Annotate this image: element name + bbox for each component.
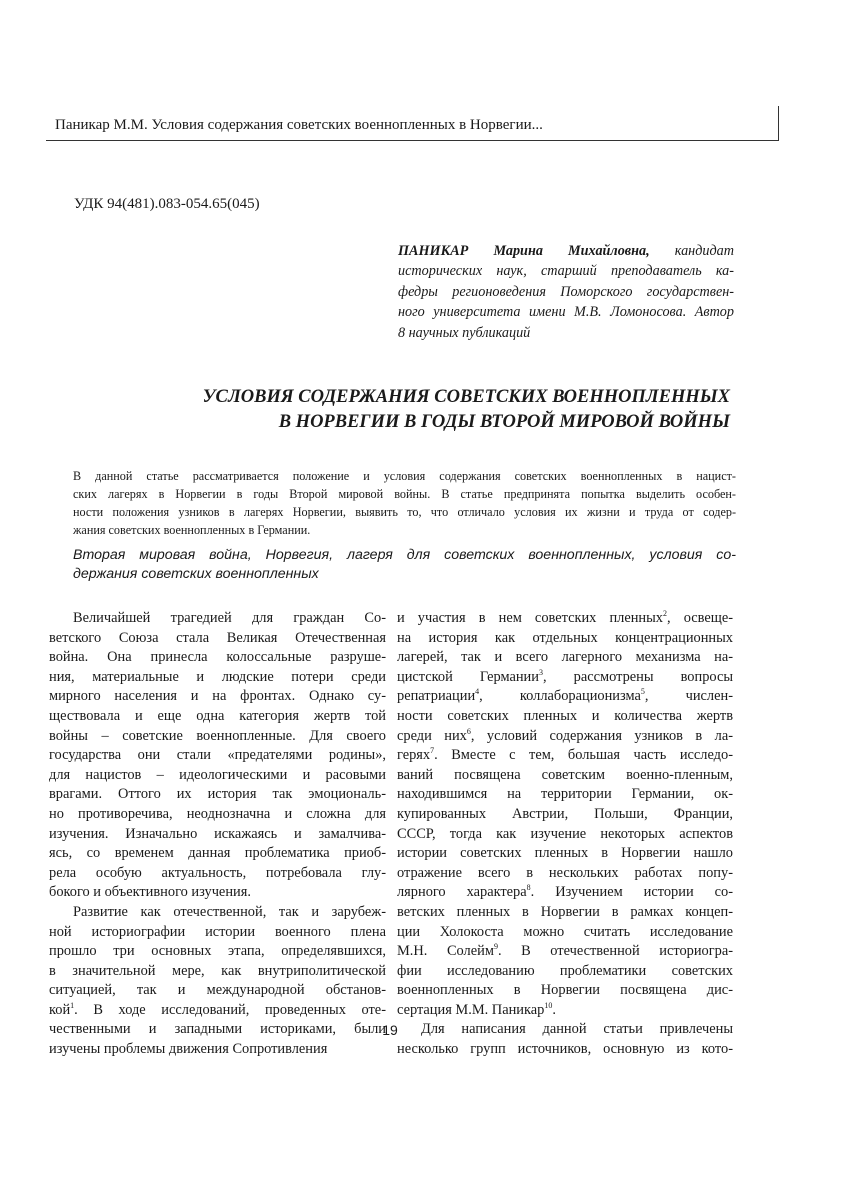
text-line bbox=[397, 942, 733, 962]
text-line: несколько групп источников, основную из кото- bbox=[397, 1041, 733, 1058]
keywords-line: Вторая мировая война, Норвегия, лагеря для советских военнопленных, условия со- bbox=[73, 547, 736, 563]
author-info bbox=[398, 241, 734, 343]
udc-code: УДК 94(481).083-054.65(045) bbox=[74, 196, 260, 212]
text-line: находившимся на территории Германии, ок- bbox=[397, 786, 733, 803]
text-fragment: цистской Германии bbox=[397, 668, 539, 685]
text-fragment: , условий содержания узников в ла- bbox=[470, 727, 733, 744]
text-line: бокого и объективного изучения. bbox=[49, 884, 251, 901]
keywords bbox=[73, 546, 736, 584]
footnote-ref: 4 bbox=[475, 687, 480, 697]
header-corner-rule bbox=[778, 106, 779, 141]
keywords-line: держания советских военнопленных bbox=[73, 566, 319, 582]
text-line: ществовала и еще одна категория жертв той bbox=[49, 707, 386, 724]
text-line: войны – советские военнопленные. Для своего bbox=[49, 727, 386, 744]
text-line: ветских пленных в Норвегии в рамках концеп- bbox=[397, 903, 733, 920]
footnote-ref: 10 bbox=[544, 1001, 553, 1011]
author-line-5: 8 научных публикаций bbox=[398, 324, 531, 341]
author-line-2: исторических наук, старший преподаватель ка- bbox=[398, 263, 734, 280]
text-fragment: . Изучением истории со- bbox=[530, 884, 733, 901]
text-line: СССР, тогда как изучение некоторых аспектов bbox=[397, 825, 733, 842]
text-line: врагами. Оттого их история так эмоциональ- bbox=[49, 786, 386, 803]
text-line bbox=[397, 687, 733, 707]
text-line: ности советских пленных и количества жертв bbox=[397, 707, 733, 724]
page-number: 19 bbox=[382, 1022, 398, 1038]
text-line bbox=[397, 1001, 733, 1021]
text-fragment: и участия в нем советских пленных bbox=[397, 610, 663, 626]
footnote-ref: 2 bbox=[663, 609, 667, 619]
author-text-0: кандидат bbox=[649, 243, 734, 259]
text-line: ния, материальные и людские потери среди bbox=[49, 668, 386, 685]
text-fragment: , рассмотрены вопросы bbox=[542, 668, 734, 685]
footnote-ref: 9 bbox=[493, 942, 498, 952]
text-line: лагерей, так и всего лагерного механизма на- bbox=[397, 649, 733, 666]
text-line: государства они стали «предателями родины», bbox=[49, 747, 386, 764]
text-line: изучения. Изначально искажаясь и замалчива- bbox=[49, 825, 386, 842]
text-fragment: , числен- bbox=[644, 688, 733, 705]
footnote-ref: 1 bbox=[70, 1001, 75, 1011]
text-line: ваний посвящена советским военно-пленным, bbox=[397, 766, 733, 783]
text-fragment: М.Н. Солейм bbox=[397, 943, 494, 960]
author-line-1 bbox=[398, 241, 734, 261]
text-line: на история как отдельных концентрационных bbox=[397, 629, 733, 646]
text-line: ситуацией, так и международной обстанов- bbox=[49, 982, 386, 999]
text-line: военнопленных в Норвегии посвящена дис- bbox=[397, 982, 733, 999]
abstract bbox=[73, 467, 736, 539]
text-line bbox=[397, 609, 733, 629]
text-line: отражение всего в нескольких работах попу- bbox=[397, 864, 733, 881]
text-line: ной историографии истории военного плена bbox=[49, 923, 386, 940]
text-fragment: сертация М.М. Паникар bbox=[397, 1001, 545, 1018]
author-name: ПАНИКАР Марина Михайловна, bbox=[398, 243, 650, 259]
title-line-1: УСЛОВИЯ СОДЕРЖАНИЯ СОВЕТСКИХ ВОЕННОПЛЕННЫХ bbox=[202, 387, 730, 407]
text-fragment: герях bbox=[397, 747, 431, 764]
text-line: изучены проблемы движения Сопротивления bbox=[49, 1041, 328, 1058]
text-line: прошло три основных этапа, определявшихся, bbox=[49, 943, 386, 960]
text-line bbox=[397, 883, 733, 903]
abstract-line: В данной статье рассматривается положение и условия содержания советских военнопленных в нацист- bbox=[73, 469, 736, 483]
text-fragment: , освеще- bbox=[667, 610, 734, 626]
text-line: мирного населения и на фронтах. Однако су- bbox=[49, 688, 386, 705]
text-line: для нацистов – идеологическими и расовыми bbox=[49, 766, 386, 783]
text-line: в значительной мере, как внутриполитической bbox=[49, 962, 386, 979]
text-fragment: среди них bbox=[397, 727, 467, 744]
text-line: чественными и западными историками, были bbox=[49, 1021, 386, 1038]
text-line: истории советских пленных в Норвегии нашло bbox=[397, 845, 733, 862]
text-fragment: репатриации bbox=[397, 688, 476, 705]
text-line bbox=[397, 727, 733, 747]
abstract-line: жания советских военнопленных в Германии. bbox=[73, 523, 311, 537]
left-column bbox=[49, 609, 386, 1060]
text-line: Для написания данной статьи привлечены bbox=[421, 1021, 733, 1038]
text-line: купированных Австрии, Польши, Франции, bbox=[397, 805, 733, 822]
text-fragment: . bbox=[552, 1001, 556, 1018]
header-rule bbox=[46, 140, 779, 141]
author-line-3: федры регионоведения Поморского государствен- bbox=[398, 283, 734, 300]
text-fragment: . Вместе с тем, большая часть исследо- bbox=[434, 747, 733, 764]
text-fragment: , коллаборационизма bbox=[479, 688, 641, 705]
text-line: рела особую актуальность, потребовала глу- bbox=[49, 864, 386, 881]
abstract-line: ских лагерях в Норвегии в годы Второй мировой войны. В статье предпринята попытка выделить особен- bbox=[73, 487, 736, 501]
article-title bbox=[110, 385, 730, 435]
text-fragment: . В отечественной историогра- bbox=[497, 943, 734, 960]
text-line bbox=[397, 668, 733, 688]
text-line: ясь, со временем данная проблематика приоб- bbox=[49, 845, 386, 862]
text-fragment: кой bbox=[49, 1001, 71, 1018]
abstract-line: ности положения узников в лагерях Норвегии, выявить то, что отличало условия их жизни и труда от содер- bbox=[73, 505, 736, 519]
text-fragment: . В ходе исследований, проведенных оте- bbox=[74, 1001, 386, 1018]
text-line bbox=[397, 746, 733, 766]
footnote-ref: 6 bbox=[466, 726, 471, 736]
text-fragment: лярного характера bbox=[397, 884, 527, 901]
footnote-ref: 5 bbox=[640, 687, 645, 697]
text-line: но противоречива, неоднозначна и сложна для bbox=[49, 805, 386, 822]
footnote-ref: 8 bbox=[526, 883, 531, 893]
text-line: ции Холокоста можно считать исследование bbox=[397, 923, 733, 940]
author-line-4: ного университета имени М.В. Ломоносова. Автор bbox=[398, 304, 734, 321]
text-line: фии исследованию проблематики советских bbox=[397, 962, 733, 979]
text-line: ветского Союза стала Великая Отечественная bbox=[49, 629, 386, 646]
running-header: Паникар М.М. Условия содержания советских военнопленных в Норвегии... bbox=[55, 117, 543, 133]
title-line-2: В НОРВЕГИИ В ГОДЫ ВТОРОЙ МИРОВОЙ ВОЙНЫ bbox=[278, 412, 730, 432]
text-line bbox=[49, 1001, 386, 1021]
text-line: война. Она принесла колоссальные разруше- bbox=[49, 649, 386, 666]
right-column bbox=[397, 609, 733, 1060]
text-line: Величайшей трагедией для граждан Со- bbox=[73, 610, 386, 626]
footnote-ref: 3 bbox=[538, 667, 543, 677]
text-line: Развитие как отечественной, так и зарубеж- bbox=[73, 903, 386, 920]
footnote-ref: 7 bbox=[430, 746, 435, 756]
